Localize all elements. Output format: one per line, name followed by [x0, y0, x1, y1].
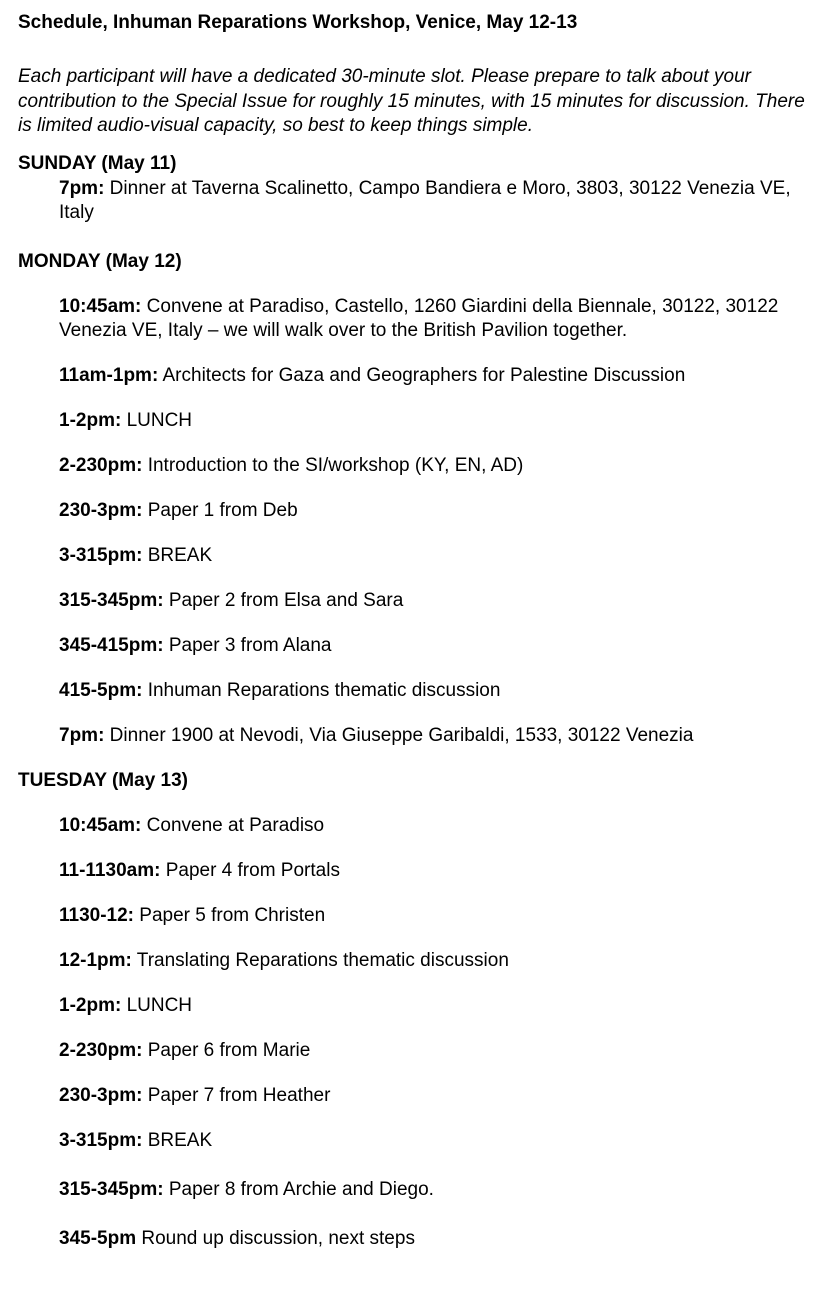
entry-description: Paper 6 from Marie: [142, 1039, 311, 1061]
entry-description: Paper 5 from Christen: [134, 904, 326, 926]
entry-time: 315-345pm:: [59, 1178, 164, 1200]
entry-description: Translating Reparations thematic discussion: [131, 949, 509, 971]
entry-description: Paper 8 from Archie and Diego.: [163, 1178, 434, 1200]
schedule-entry: [59, 1129, 808, 1153]
schedule-entry: [59, 679, 808, 703]
entry-time: 345-415pm:: [59, 634, 164, 656]
day-section-tuesday: [18, 769, 808, 1251]
entry-description: BREAK: [142, 1129, 213, 1151]
entry-description: Convene at Paradiso, Castello, 1260 Giardini della Biennale, 30122, 30122 Venezia VE, Italy – we will walk over to the British Pavilion together.: [59, 295, 779, 341]
entry-description: Paper 2 from Elsa and Sara: [163, 589, 404, 611]
schedule-entry: [59, 859, 808, 883]
entry-description: Dinner at Taverna Scalinetto, Campo Bandiera e Moro, 3803, 30122 Venezia VE, Italy: [59, 177, 791, 223]
schedule-entry: [59, 1039, 808, 1063]
entry-time: 345-5pm: [59, 1227, 137, 1249]
entry-description: Dinner 1900 at Nevodi, Via Giuseppe Garibaldi, 1533, 30122 Venezia: [104, 724, 694, 746]
entry-time: 1130-12:: [59, 904, 135, 926]
entry-time: 7pm:: [59, 177, 105, 199]
schedule-entry: [59, 409, 808, 433]
entry-time: 230-3pm:: [59, 1084, 143, 1106]
day-section-monday: [18, 250, 808, 748]
entry-description: Paper 1 from Deb: [142, 499, 298, 521]
schedule-entry: [59, 589, 808, 613]
entry-description: Round up discussion, next steps: [136, 1227, 415, 1249]
entry-description: Introduction to the SI/workshop (KY, EN, AD): [142, 454, 524, 476]
day-heading: MONDAY (May 12): [18, 250, 182, 272]
day-heading: TUESDAY (May 13): [18, 769, 189, 791]
entry-description: Convene at Paradiso: [141, 814, 325, 836]
entry-time: 3-315pm:: [59, 1129, 143, 1151]
entry-description: BREAK: [142, 544, 213, 566]
schedule-entry: [59, 1178, 808, 1202]
entry-time: 3-315pm:: [59, 544, 143, 566]
document-title: Schedule, Inhuman Reparations Workshop, Venice, May 12-13: [18, 12, 578, 33]
entry-time: 315-345pm:: [59, 589, 164, 611]
schedule-entry: [59, 904, 808, 928]
schedule-entry: [59, 364, 808, 388]
entry-description: LUNCH: [121, 409, 193, 431]
schedule-entry: [59, 1227, 808, 1251]
schedule-entry: [59, 634, 808, 658]
schedule-entry: [59, 177, 808, 225]
schedule-entry: [59, 814, 808, 838]
intro-paragraph: Each participant will have a dedicated 30-minute slot. Please prepare to talk about your contribution to the Special Issue for roughly 15 minutes, with 15 minutes for discussion. There is limited audio-visual capacity, so best to keep things simple.: [18, 66, 805, 136]
schedule-entry: [59, 454, 808, 478]
entry-time: 230-3pm:: [59, 499, 143, 521]
entry-description: Paper 4 from Portals: [160, 859, 340, 881]
schedule-entry: [59, 499, 808, 523]
schedule-entry: [59, 1084, 808, 1108]
entry-time: 12-1pm:: [59, 949, 132, 971]
entry-time: 415-5pm:: [59, 679, 143, 701]
entry-description: Architects for Gaza and Geographers for Palestine Discussion: [158, 364, 686, 386]
entry-time: 1-2pm:: [59, 994, 122, 1016]
schedule-entry: [59, 295, 808, 343]
entry-time: 7pm:: [59, 724, 105, 746]
entry-time: 1-2pm:: [59, 409, 122, 431]
schedule-entry: [59, 544, 808, 568]
day-heading: SUNDAY (May 11): [18, 152, 177, 174]
schedule-entry: [59, 724, 808, 748]
entry-time: 11am-1pm:: [59, 364, 159, 386]
day-section-sunday: [18, 152, 808, 225]
entry-description: Paper 7 from Heather: [142, 1084, 331, 1106]
entry-description: LUNCH: [121, 994, 193, 1016]
schedule-entry: [59, 994, 808, 1018]
schedule-document: [18, 11, 808, 1251]
entry-time: 10:45am:: [59, 295, 142, 317]
entry-time: 11-1130am:: [59, 859, 161, 881]
entry-description: Inhuman Reparations thematic discussion: [142, 679, 501, 701]
entry-description: Paper 3 from Alana: [163, 634, 332, 656]
schedule-entry: [59, 949, 808, 973]
entry-time: 2-230pm:: [59, 1039, 143, 1061]
entry-time: 2-230pm:: [59, 454, 143, 476]
entry-time: 10:45am:: [59, 814, 142, 836]
